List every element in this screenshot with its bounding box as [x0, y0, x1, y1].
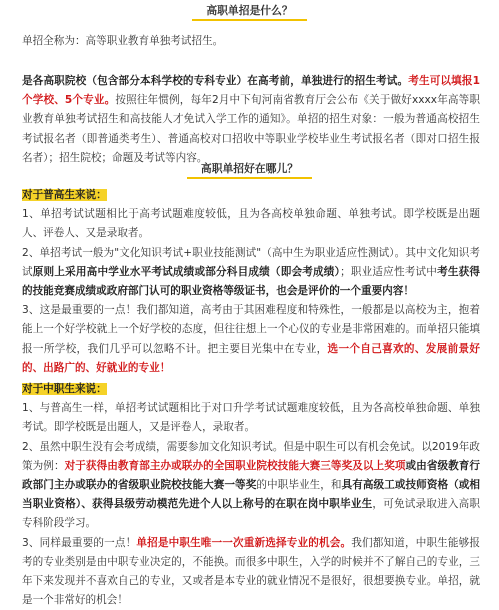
vocational-item-3: 3、同样最重要的一点！单招是中职生唯一一次重新选择专业的机会。我们都知道，中职生能够报考的专业类别是由中职专业决定的，不能换。而很多中职生，入学的时候并不了解自己的专业，三年下来发现并不喜欢自己的专业，又或者是本专业的就业情况不是很好，很想要换专业。单招，就是一个非常好的机会！ — [22, 536, 481, 607]
definition-paragraph: 单招全称为：高等职业教育单独考试招生。 — [22, 35, 224, 47]
section-heading-advantages: 高职单招好在哪儿？ — [0, 160, 499, 179]
vocational-item-2: 2、虽然中职生没有会考成绩，需要参加文化知识考试。但是中职生可以有机会免试。以2019年政策为例：对于获得由教育部主办或联办的全国职业院校技能大赛三等奖及以上奖项或由省级教育行政部门主办或联办的省级职业院校技能大赛一等奖的中职毕业生，和具有高级工或技师资格（或相当职业资格）、获得县级劳动模范先进个人以上称号的在职在岗中职毕业生，可免试录取进入高职专科阶段学习。 — [22, 440, 481, 530]
vocational-item-1: 1、与普高生一样，单招考试试题相比于对口升学考试试题难度较低，且为各高校单独命题、单独考试。即学校既是出题人，又是评卷人，录取者。 — [22, 402, 480, 434]
general-item-1: 1、单招考试试题相比于高考试题难度较低，且为各高校单独命题、单独考试。即学校既是出题人、评卷人、又是录取者。 — [22, 208, 480, 240]
vocational-students-block — [22, 380, 480, 610]
vocational-students-tag: 对于中职生来说： — [22, 383, 107, 395]
general-item-3: 3、这是最重要的一点！我们都知道，高考由于其困难程度和特殊性，一般都是以高校为主，抱着能上一个好学校就上一个好学校的态度，但往往想上一个心仪的专业是非常困难的。而单招只能填报一所学校，我们几乎可以忽略不计。把主要目光集中在专业，选一个自己喜欢的、发展前景好的、出路广的、好就业的专业！ — [22, 304, 481, 374]
general-item-2: 2、单招考试一般为"文化知识考试+职业技能测试"（高中生为职业适应性测试）。其中文化知识考试原则上采用高中学业水平考试成绩或部分科目成绩（即会考成绩）；职业适应性考试中考生获得的技能竞赛成绩或政府部门认可的职业资格等级证书，也会是评价的一个重要内容！ — [22, 246, 481, 298]
intro-paragraph: 是各高职院校（包含部分本科学校的专科专业）在高考前，单独进行的招生考试。考生可以填报1个学校、5个专业。按照往年惯例，每年2月中下旬河南省教育厅会公布《关于做好xxxx年高等职业教育单独考试招生和高技能人才免试入学工作的通知》。单招的招生对象：一般为普通高校招生考试报名者（即普通类考生）、普通高校对口招收中等职业学校毕业生考试报名者（即对口招生报名者）；招生院校；命题及考试等内容。 — [22, 75, 480, 164]
general-students-block — [22, 186, 480, 378]
general-students-tag: 对于普高生来说： — [22, 189, 107, 201]
section-heading-what: 高职单招是什么？ — [0, 2, 499, 21]
